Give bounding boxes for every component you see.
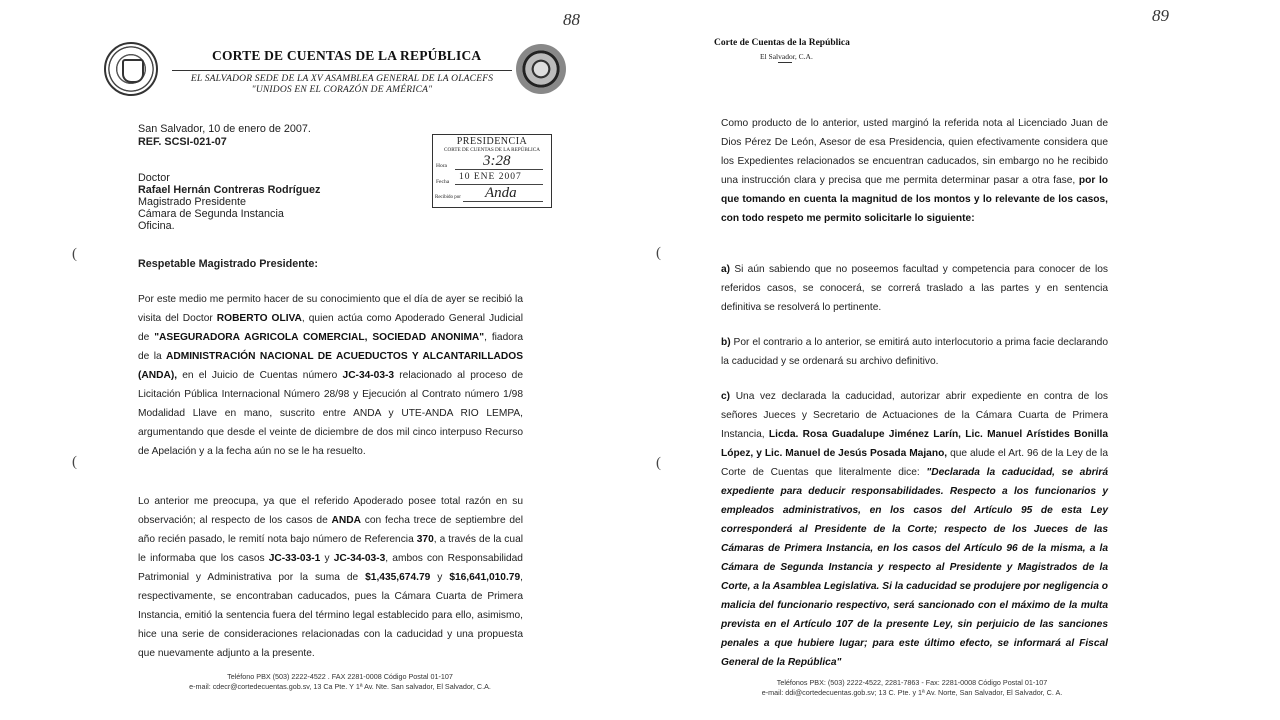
paragraph-1: Como producto de lo anterior, usted marginó la referida nota al Licenciado Juan de Dios Pérez De León, Asesor de esa Presidencia, quien efectivamente considera que los Expedientes relacionados se encuentran caducados, sin embargo no he recibido una instrucción clara y precisa que me permita determinar pasar a otra fase, por lo que tomando en cuenta la magnitud de los montos y lo relevante de los casos, con todo respeto me permito solicitarle lo siguiente: xyxy=(721,118,1108,224)
olacefs-globe-icon xyxy=(516,44,566,94)
reception-stamp xyxy=(432,134,552,208)
recipient-title: Doctor xyxy=(138,172,170,184)
stamp-title: PRESIDENCIA xyxy=(456,136,528,147)
court-seal-icon xyxy=(104,42,158,96)
recipient-office: Oficina. xyxy=(138,220,175,232)
salutation: Respetable Magistrado Presidente: xyxy=(138,258,318,270)
item-c: c) Una vez declarada la caducidad, autorizar abrir expediente en contra de los señores Jueces y Secretario de Actuaciones de la Cámara Cuarta de Primera Instancia, Licda. Rosa Guadalupe Jiménez Larín, Lic. Manuel Arístides Bonilla López, y Lic. Manuel de Jesús Posada Majano, que alude el Art. 96 de la Ley de la Corte de Cuentas que literalmente dice: "Declarada la caducidad, se abrirá expediente para deducir responsabilidades. Respecto a los funcionarios y empleados administrativos, en los casos del Artículo 95 de esta Ley corresponderá al Presidente de la Corte; respecto de los Jueces de las Cámaras de Primera Instancia, en los casos del Artículo 96 de la misma, a la Cámara de Segunda Instancia y respecto al Presidente y Magistrados de la Corte, a la Asamblea Legislativa. Si la caducidad se produjere por negligencia o malicia del funcionario respectivo, será sancionado con el máximo de la multa prevista en el Artículo 107 de la presente Ley, sin perjuicio de las sanciones penales a que hubiere lugar; para este último efecto, se informará al Fiscal General de la República" xyxy=(721,391,1108,668)
item-a: a) Si aún sabiendo que no poseemos facultad y competencia para conocer de los referidos casos, se conocerá, se correrá traslado a las partes y en sentencia definitiva se resolverá lo pertinente. xyxy=(721,264,1108,313)
stamp-recibido-label: Recibido por xyxy=(435,195,461,200)
letter-date: San Salvador, 10 de enero de 2007. xyxy=(138,123,311,135)
stamp-subtitle: CORTE DE CUENTAS DE LA REPÚBLICA xyxy=(444,147,540,153)
recipient-name: Rafael Hernán Contreras Rodríguez xyxy=(138,184,321,196)
stamp-fecha-label: Fecha xyxy=(436,179,450,185)
margin-mark: ( xyxy=(656,455,661,471)
letter-reference: REF. SCSI-021-07 xyxy=(138,136,227,148)
header-title: Corte de Cuentas de la República xyxy=(714,38,850,48)
margin-mark: ( xyxy=(656,245,661,261)
stamp-fecha-value: 10 ENE 2007 xyxy=(459,172,522,182)
page-number: 88 xyxy=(563,10,580,29)
paragraph-1: Por este medio me permito hacer de su conocimiento que el día de ayer se recibió la visita del Doctor ROBERTO OLIVA, quien actúa como Apoderado General Judicial de "ASEGURADORA AGRICOLA COMERCIAL, SOCIEDAD ANONIMA", fiadora de la ADMINISTRACIÓN NACIONAL DE ACUEDUCTOS Y ALCANTARILLADOS (ANDA), en el Juicio de Cuentas número JC-34-03-3 relacionado al proceso de Licitación Pública Internacional Número 28/98 y Ejecución al Contrato número 1/98 Modalidad Llave en mano, suscrito entre ANDA y UTE-ANDA RIO LEMPA, argumentando que desde el veinte de diciembre de dos mil cinco interpuso Recurso de Apelación y a la fecha aún no se le ha resuelto. xyxy=(138,294,524,457)
recipient-position: Magistrado Presidente xyxy=(138,196,247,208)
margin-mark: ( xyxy=(72,246,77,262)
stamp-hora-label: Hora xyxy=(436,163,447,169)
footer-contact-line2: e-mail: ddi@cortedecuentas.gob.sv; 13 C. Pte. y 1ª Av. Norte, San Salvador, El Salvador, C. A. xyxy=(761,688,1063,697)
right-page xyxy=(640,0,1280,720)
header-rule xyxy=(172,70,512,71)
paragraph-2: Lo anterior me preocupa, ya que el referido Apoderado posee total razón en su observación; al respecto de los casos de ANDA con fecha trece de septiembre del año recién pasado, le remití nota bajo número de Referencia 370, a través de la cual le informaba que los casos JC-33-03-1 y JC-34-03-3, ambos con Responsabilidad Patrimonial y Administrativa por la suma de $1,435,674.79 y $16,641,010.79, respectivamente, se encontraban caducados, pues la Cámara Cuarta de Primera Instancia, emitió la sentencia fuera del término legal establecido para ello, asimismo, hice una serie de consideraciones relacionadas con la caducidad y una propuesta que nuevamente adjunto a la presente. xyxy=(138,496,523,659)
footer-contact-line1: Teléfonos PBX: (503) 2222-4522, 2281-7863 - Fax: 2281-0008 Código Postal 01-107 xyxy=(776,678,1048,687)
footer-contact-line1: Teléfono PBX (503) 2222-4522 . FAX 2281-0008 Código Postal 01-107 xyxy=(227,672,453,681)
header-title: CORTE DE CUENTAS DE LA REPÚBLICA xyxy=(212,48,482,63)
header-subtitle: El Salvador, C.A. xyxy=(760,52,813,61)
stamp-signature: Anda xyxy=(485,185,517,201)
header-rule xyxy=(778,62,792,63)
header-motto-line2: "UNIDOS EN EL CORAZÓN DE AMÉRICA" xyxy=(251,85,433,95)
recipient-chamber: Cámara de Segunda Instancia xyxy=(138,208,284,220)
margin-mark: ( xyxy=(72,454,77,470)
stamp-hora-value: 3:28 xyxy=(483,153,511,169)
page-number: 89 xyxy=(1152,6,1169,25)
header-motto-line1: EL SALVADOR SEDE DE LA XV ASAMBLEA GENERAL DE LA OLACEFS xyxy=(190,74,494,84)
item-b: b) Por el contrario a lo anterior, se emitirá auto interlocutorio a prima facie declarando la caducidad y se ordenará su archivo definitivo. xyxy=(721,337,1108,367)
footer-contact-line2: e-mail: cdecr@cortedecuentas.gob.sv, 13 Ca Pte. Y 1ª Av. Nte. San salvador, El Salvador, C.A. xyxy=(189,682,491,691)
